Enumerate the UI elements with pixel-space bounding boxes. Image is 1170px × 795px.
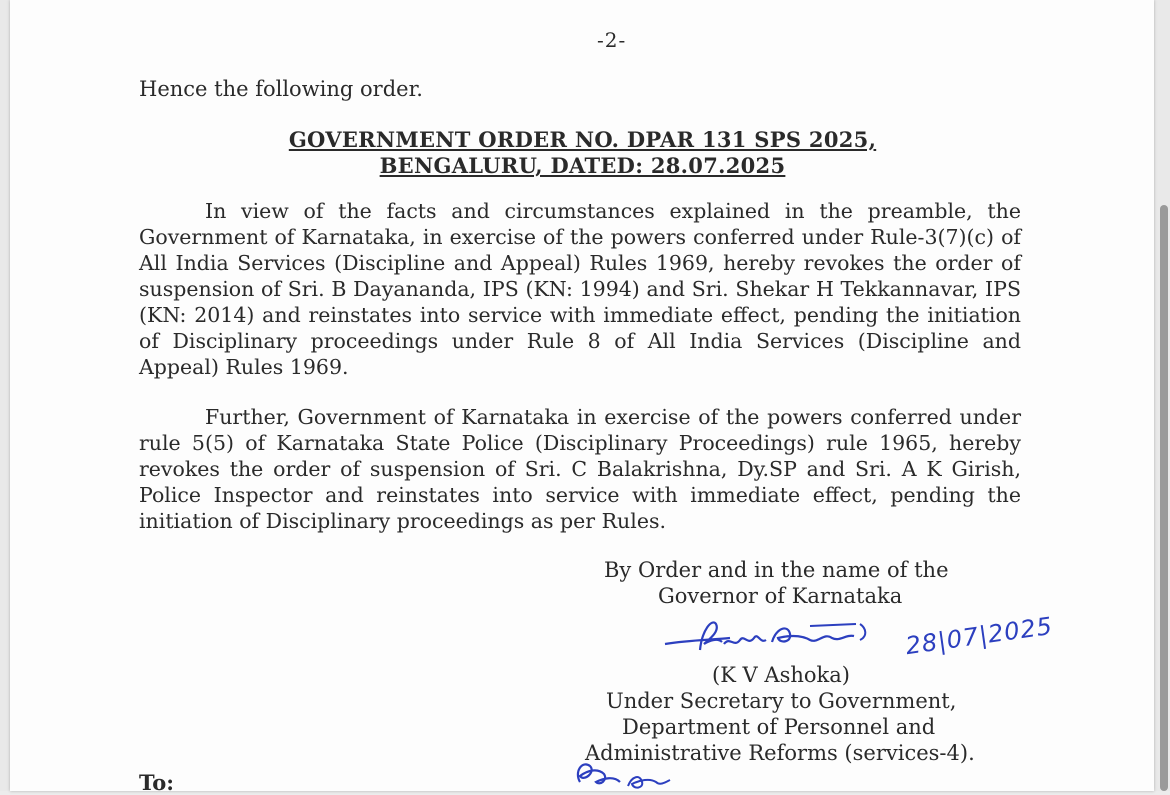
handwritten-date: 28|07|2025 [903,611,1055,661]
to-label: To: [139,770,174,795]
order-paragraph-2: Further, Government of Karnataka in exercise of the powers conferred under rule 5(5) of Karnataka State Police (Disciplinary Proceedings) rule 1965, hereby revokes the order of suspension of Sri. C Balakrishna, Dy.SP and Sri. A K Girish, Police Inspector and reinstates into service with immediate effect, pending the initiation of Disciplinary proceedings as per Rules. [139,405,1021,533]
document-page [10,0,1154,791]
signature-governor: Governor of Karnataka [658,584,903,608]
signer-name: (K V Ashoka) [712,663,850,687]
order-title-line1: GOVERNMENT ORDER NO. DPAR 131 SPS 2025, [288,127,877,152]
signer-department-line1: Department of Personnel and [622,715,936,739]
order-title-line2: BENGALURU, DATED: 28.07.2025 [379,153,786,178]
handwritten-signature [660,610,910,662]
page-number: -2- [597,28,627,52]
signature-by-order: By Order and in the name of the [604,558,949,582]
signer-department-line2: Administrative Reforms (services-4). [585,741,975,765]
handwritten-initials [570,752,680,791]
vertical-scrollbar[interactable] [1160,205,1168,791]
order-paragraph-1: In view of the facts and circumstances explained in the preamble, the Government of Karnataka, in exercise of the powers conferred under Rule-3(7)(c) of All India Services (Discipline and Appeal) Rules 1969, hereby revokes the order of suspension of Sri. B Dayananda, IPS (KN: 1994) and Sri. Shekar H Tekkannavar, IPS (KN: 2014) and reinstates into service with immediate effect, pending the initiation of Disciplinary proceedings under Rule 8 of All India Services (Discipline and Appeal) Rules 1969. [139,199,1021,379]
signer-title: Under Secretary to Government, [606,689,957,713]
intro-text: Hence the following order. [139,77,423,101]
